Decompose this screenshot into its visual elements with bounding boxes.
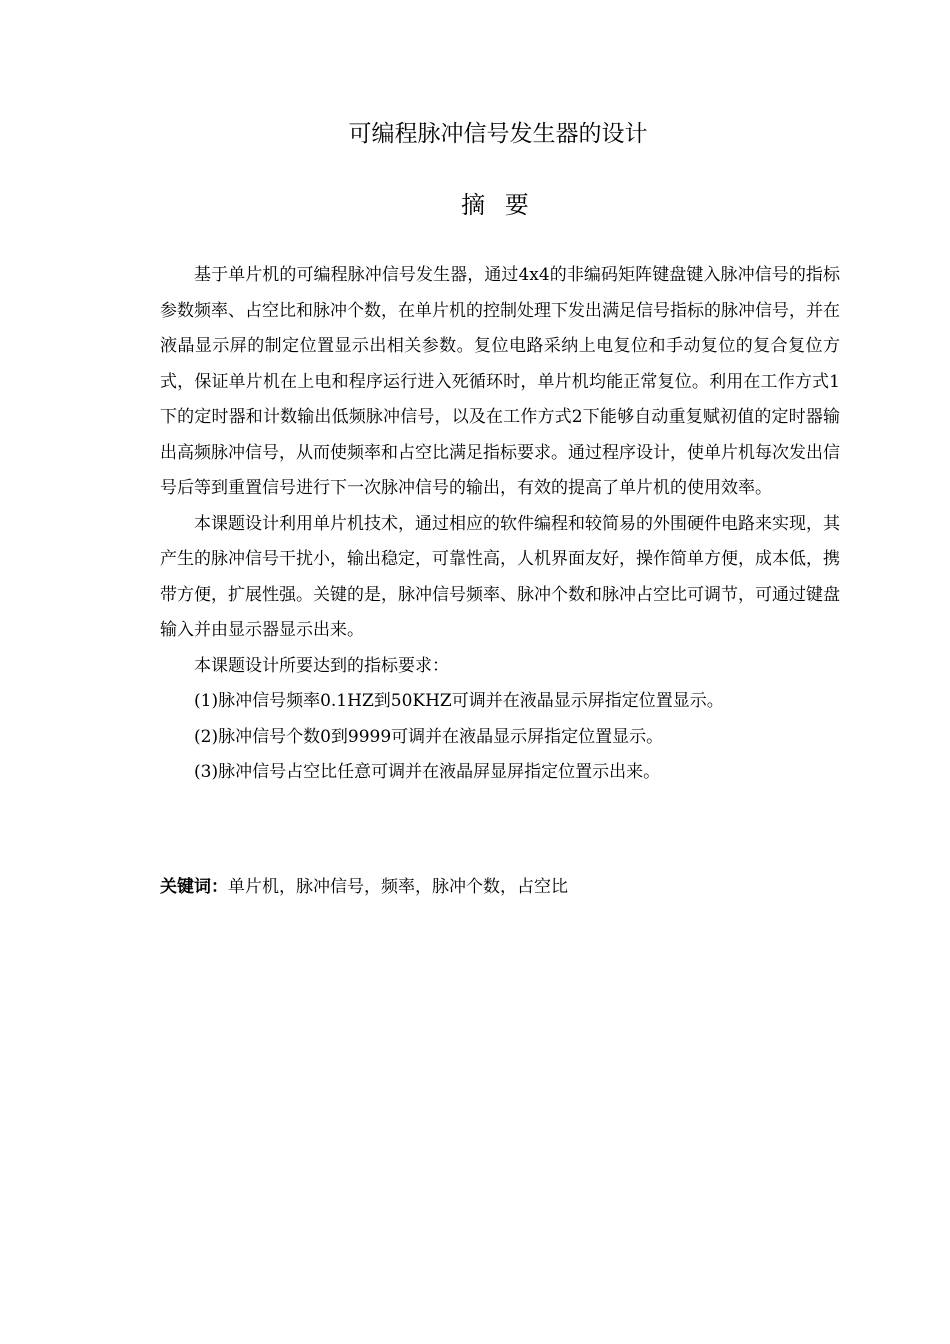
abstract-paragraph-1: 基于单片机的可编程脉冲信号发生器，通过4x4的非编码矩阵键盘键入脉冲信号的指标参数频率、占空比和脉冲个数，在单片机的控制处理下发出满足信号指标的脉冲信号，并在液晶显示屏的制定位置显示出相关参数。复位电路采纳上电复位和手动复位的复合复位方式，保证单片机在上电和程序运行进入死循环时，单片机均能正常复位。利用在工作方式1下的定时器和计数输出低频脉冲信号，以及在工作方式2下能够自动重复赋初值的定时器输出高频脉冲信号，从而使频率和占空比满足指标要求。通过程序设计，使单片机每次发出信号后等到重置信号进行下一次脉冲信号的输出，有效的提高了单片机的使用效率。 (160, 265, 840, 498)
keywords-text: 单片机，脉冲信号，频率，脉冲个数，占空比 (228, 877, 568, 897)
abstract-paragraph-2: 本课题设计利用单片机技术，通过相应的软件编程和较简易的外围硬件电路来实现，其产生的脉冲信号干扰小，输出稳定，可靠性高，人机界面友好，操作简单方便，成本低，携带方便，扩展性强。关键的是，脉冲信号频率、脉冲个数和脉冲占空比可调节，可通过键盘输入并由显示器显示出来。 (160, 513, 840, 640)
abstract-heading: 摘 要 (461, 191, 535, 219)
abstract-body (160, 258, 840, 791)
requirement-item-3: (3)脉冲信号占空比任意可调并在液晶屏显屏指定位置示出来。 (194, 762, 661, 782)
requirements-intro: 本课题设计所要达到的指标要求： (194, 655, 449, 676)
keywords-label: 关键词： (160, 877, 228, 897)
requirement-item-1: (1)脉冲信号频率0.1HZ到50KHZ可调并在液晶显示屏指定位置显示。 (194, 691, 724, 711)
keywords-line (160, 870, 840, 904)
requirement-item-2: (2)脉冲信号个数0到9999可调并在液晶显示屏指定位置显示。 (194, 726, 664, 747)
document-title: 可编程脉冲信号发生器的设计 (348, 121, 648, 147)
